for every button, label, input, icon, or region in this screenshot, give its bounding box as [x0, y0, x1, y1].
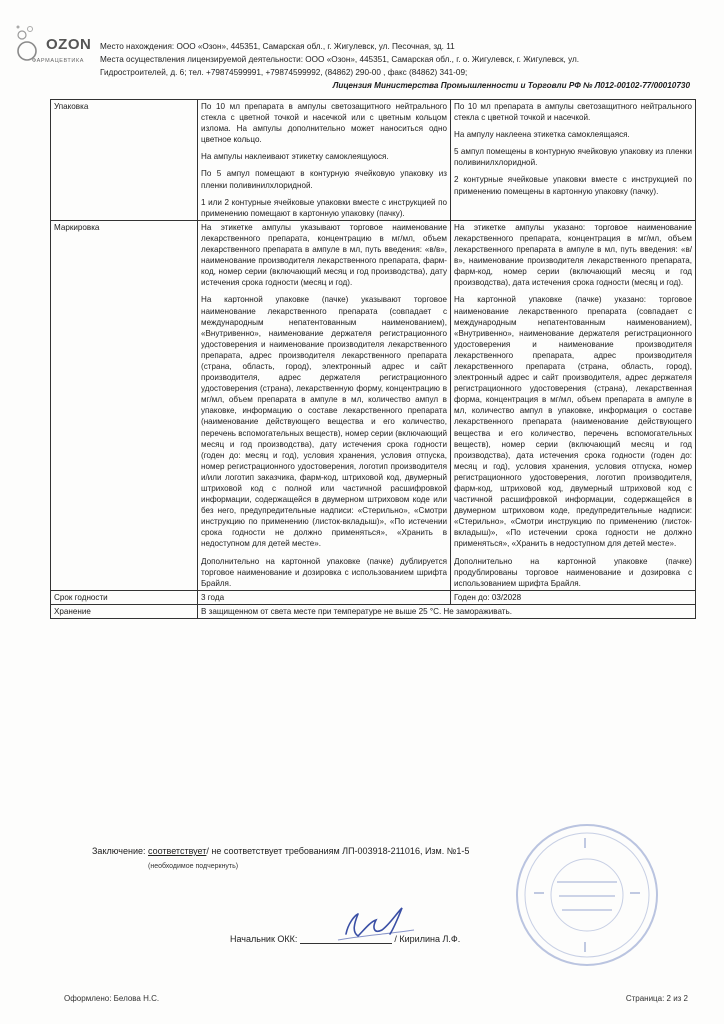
header-activity-place: Места осуществления лицензируемой деятельности: ООО «Озон», 445351, Самарская обл., г. о. Жигулевск, г. Жигулевск, ул.	[100, 55, 580, 64]
logo-subtitle: ФАРМАЦЕВТИКА	[32, 58, 85, 64]
row-name: Хранение	[51, 604, 198, 618]
handwritten-signature-icon	[318, 900, 428, 948]
result-cell	[451, 220, 696, 590]
table-row-marking	[51, 220, 696, 590]
header-contacts: Гидростроителей, д. 6; тел. +79874599991, +79874599992, (84862) 290-00 , факс (84862) 341-09;	[100, 68, 468, 77]
norm-text: По 5 ампул помещают в контурную ячейковую упаковку из пленки поливинилхлоридной.	[201, 169, 447, 190]
conclusion-option-complies: соответствует	[148, 846, 207, 856]
norm-text: 1 или 2 контурные ячейковые упаковки вместе с инструкцией по применению помещают в картонную упаковку (пачку).	[201, 197, 447, 218]
letterhead	[100, 40, 700, 92]
norm-text: На этикетке ампулы указывают торговое наименование лекарственного препарата, концентрацию в мг/мл, объем лекарственного препарата в ампуле в мл, путь введения: «в/в», наименование производителя лекарственного препарата, фарм-код, номер серии (включающий месяц и год производства), дату истечения срока годности (месяц и год).	[201, 222, 447, 288]
signature-position: Начальник ОКК:	[230, 934, 298, 944]
result-text: На картонной упаковке (пачке) указано: торговое наименование лекарственного препарата (совпадает с международным непатентованным наименованием), «Внутривенно», наименование держателя регистрационного удостоверения и наименование производителя лекарственного препарата, адрес производителя лекарственного препарата (страна, область, город), электронный адрес и сайт производителя, адрес держателя регистрационного удостоверения (страна), лекарственная форма, концентрация в мг/мл, объем препарата в ампуле в мл, количество ампул в упаковке, информация о составе лекарственного препарата (наименование действующего вещества и его количество, перечень вспомогательных веществ), номер серии (включающий месяц и год производства), дата истечения срока годности (годен до: месяц и год), условия хранения, условия отпуска, номер регистрационного удостоверения, логотип производителя, фарм-код, штриховой код, двумерный штриховой код с частичной расшифровкой информации, содержащейся в двумерном штриховом коде, предупредительные надписи: «Стерильно», «Смотри инструкцию по применению (листок-вкладыш)», «По истечении срока годности не должно применяться», «Хранить в недоступном для детей месте».	[454, 295, 692, 549]
norm-cell	[198, 100, 451, 221]
norm-text: На картонной упаковке (пачке) указывают торговое наименование лекарственного препарата (совпадает с международным непатентованным наименованием), «Внутривенно», наименование держателя регистрационного удостоверения и наименование производителя лекарственного препарата, адрес производителя лекарственного препарата (страна, область, город), электронный адрес и сайт производителя, адрес держателя регистрационного удостоверения (страна), лекарственную форму, концентрацию в мг/мл, объем препарата в ампуле в мл, количество ампул в упаковке, информацию о составе лекарственного препарата (наименование действующего вещества и его количество, перечень вспомогательных веществ), номер серии (включающий месяц и год производства), дату истечения срока годности (годен до: месяц и год), условия хранения, условия отпуска, номер регистрационного удостоверения, логотип производителя и/или логотип заказчика, фарм-код, штриховой код, двумерный штриховой код с полной или частичной расшифровкой информации, содержащейся в двумерном штриховом коде или без него, предупредительные надписи: «Стерильно», «Смотри инструкцию по применению (листок-вкладыш)», «По истечении срока годности не должно применяться», «Хранить в недоступном для детей месте».	[201, 295, 447, 549]
norm-text: Дополнительно на картонной упаковке (пачке) дублируется торговое наименование и дозировка с использованием шрифта Брайля.	[201, 556, 447, 588]
result-text: На этикетке ампулы указано: торговое наименование лекарственного препарата, концентрация в мг/мл, объем лекарственного препарата в ампуле в мл, путь введения: «в/в», наименование производителя лекарственного препарата, фарм-код, номер серии (включающий месяц и год производства), дата истечения срока годности (месяц и год).	[454, 222, 692, 288]
footer-page-number: Страница: 2 из 2	[625, 994, 688, 1003]
conclusion-option-not-complies: / не соответствует требованиям ЛП-003918-211016, Изм. №1-5	[206, 846, 470, 856]
norm-text: По 10 мл препарата в ампулы светозащитного нейтрального стекла с цветной точкой и насечкой или с цветным кольцом излома. На ампулы дополнительно может наноситься одно цветное кольцо.	[201, 102, 447, 145]
norm-text: На ампулы наклеивают этикетку самоклеящуюся.	[201, 152, 389, 162]
header-address: Место нахождения: ООО «Озон», 445351, Самарская обл., г. Жигулевск, ул. Песочная, зд. 11	[100, 42, 455, 51]
conclusion	[92, 846, 469, 856]
conclusion-note: (необходимое подчеркнуть)	[148, 863, 239, 870]
result-text: Дополнительно на картонной упаковке (пачке) продублированы торговое наименование и дозировка с использованием шрифта Брайля.	[454, 556, 692, 588]
table-row-packaging	[51, 100, 696, 221]
conclusion-label: Заключение:	[92, 846, 146, 856]
result-text: 5 ампул помещены в контурную ячейковую упаковку из пленки поливинилхлоридной.	[454, 147, 692, 168]
result-text: На ампулу наклеена этикетка самоклеящаяся.	[454, 130, 630, 140]
footer-prepared-by: Оформлено: Белова Н.С.	[64, 994, 160, 1003]
merged-cell: В защищенном от света месте при температуре не выше 25 °С. Не замораживать.	[198, 604, 696, 618]
company-logo	[14, 20, 94, 72]
table-row-storage	[51, 604, 696, 618]
quality-control-stamp-icon	[512, 820, 662, 970]
header-license: Лицензия Министерства Промышленности и Торговли РФ № Л012-00102-77/00010730	[332, 81, 690, 90]
row-name: Срок годности	[51, 590, 198, 604]
norm-cell	[198, 220, 451, 590]
signature-name: / Кирилина Л.Ф.	[394, 934, 461, 944]
spec-table	[50, 99, 696, 619]
table-row-shelf-life	[51, 590, 696, 604]
logo-brand: OZON	[46, 36, 92, 53]
row-name: Упаковка	[51, 100, 198, 221]
result-text: По 10 мл препарата в ампулы светозащитного нейтрального стекла с цветной точкой и насечкой.	[454, 102, 692, 123]
norm-cell: 3 года	[198, 590, 451, 604]
result-text: 2 контурные ячейковые упаковки вместе с инструкцией по применению помещены в картонную упаковку (пачку).	[454, 175, 692, 196]
result-cell: Годен до: 03/2028	[451, 590, 696, 604]
row-name: Маркировка	[51, 220, 198, 590]
result-cell	[451, 100, 696, 221]
